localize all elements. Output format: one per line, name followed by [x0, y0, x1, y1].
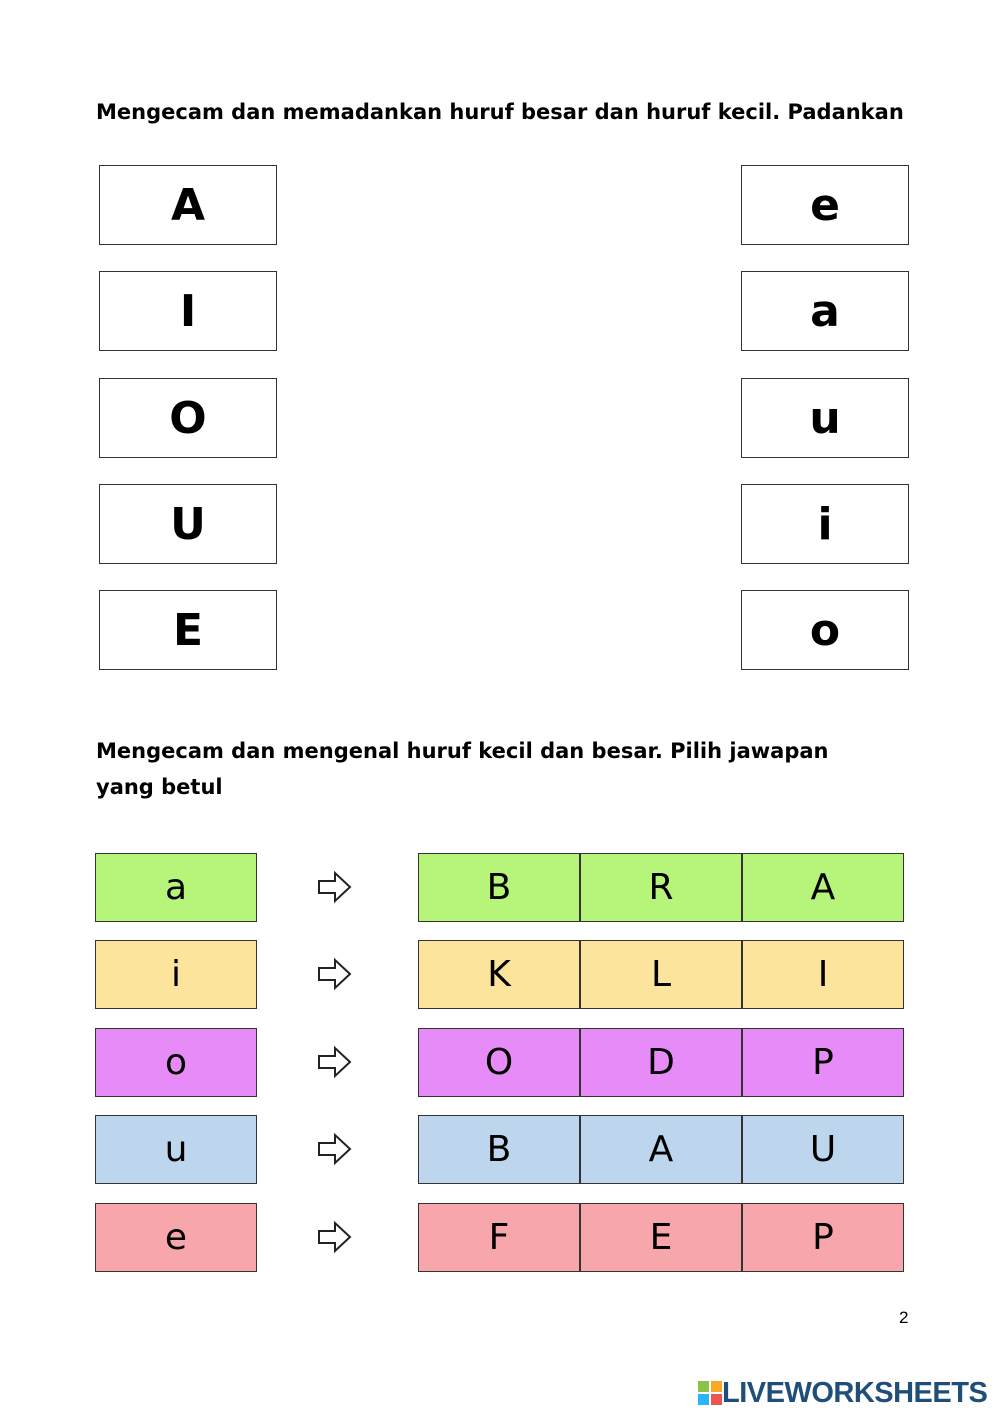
lowercase-letter: a [95, 853, 257, 922]
option-cell[interactable]: U [742, 1115, 904, 1184]
option-cell[interactable]: P [742, 1203, 904, 1272]
match-box-right[interactable]: e [741, 165, 909, 245]
arrow-right-icon [317, 870, 353, 904]
match-box-left[interactable]: O [99, 378, 277, 458]
instruction-matching: Mengecam dan memadankan huruf besar dan huruf kecil. Padankan [96, 100, 904, 124]
choice-row [95, 853, 905, 922]
choice-row [95, 940, 905, 1009]
match-box-right[interactable]: i [741, 484, 909, 564]
option-cell[interactable]: B [418, 1115, 580, 1184]
option-cell[interactable]: R [580, 853, 742, 922]
option-cell[interactable]: D [580, 1028, 742, 1097]
arrow-right-icon [317, 1220, 353, 1254]
brand-watermark[interactable] [698, 1378, 987, 1408]
lowercase-letter: u [95, 1115, 257, 1184]
match-box-left[interactable]: U [99, 484, 277, 564]
lowercase-letter: e [95, 1203, 257, 1272]
lowercase-letter: i [95, 940, 257, 1009]
match-box-right[interactable]: o [741, 590, 909, 670]
arrow-right-icon [317, 1045, 353, 1079]
match-box-right[interactable]: u [741, 378, 909, 458]
option-cell[interactable]: A [580, 1115, 742, 1184]
choice-row [95, 1115, 905, 1184]
brand-text: LIVEWORKSHEETS [722, 1376, 988, 1409]
option-cell[interactable]: B [418, 853, 580, 922]
match-box-left[interactable]: E [99, 590, 277, 670]
match-box-left[interactable]: I [99, 271, 277, 351]
option-cell[interactable]: O [418, 1028, 580, 1097]
choice-row [95, 1203, 905, 1272]
option-cell[interactable]: F [418, 1203, 580, 1272]
match-box-left[interactable]: A [99, 165, 277, 245]
liveworksheets-logo-icon [698, 1381, 722, 1405]
option-cell[interactable]: P [742, 1028, 904, 1097]
page-number: 2 [899, 1308, 909, 1327]
choice-row [95, 1028, 905, 1097]
match-box-right[interactable]: a [741, 271, 909, 351]
option-cell[interactable]: E [580, 1203, 742, 1272]
option-cell[interactable]: A [742, 853, 904, 922]
option-cell[interactable]: K [418, 940, 580, 1009]
arrow-right-icon [317, 1132, 353, 1166]
arrow-right-icon [317, 957, 353, 991]
lowercase-letter: o [95, 1028, 257, 1097]
option-cell[interactable]: I [742, 940, 904, 1009]
option-cell[interactable]: L [580, 940, 742, 1009]
instruction-choose: Mengecam dan mengenal huruf kecil dan besar. Pilih jawapan yang betul [96, 739, 829, 799]
